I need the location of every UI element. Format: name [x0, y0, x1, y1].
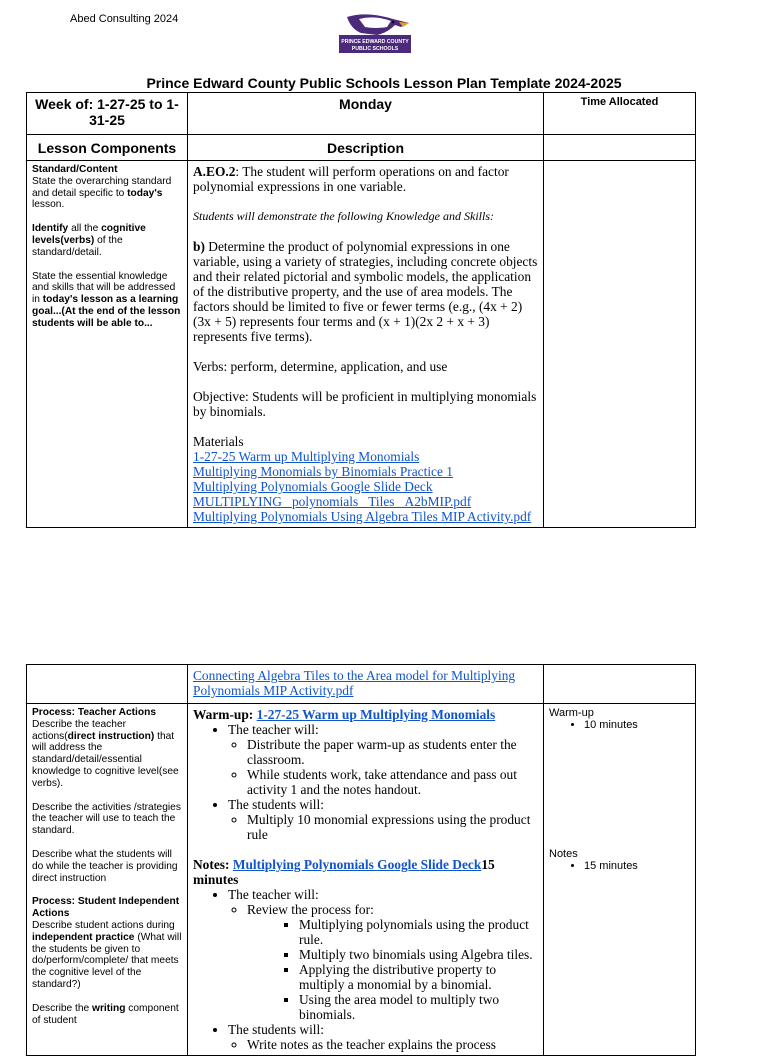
review-label: Review the process for: — [247, 902, 374, 917]
empty-cell — [27, 665, 188, 704]
notes-list — [193, 887, 538, 1052]
empty-cell — [544, 665, 696, 704]
writing-text — [32, 1003, 182, 1027]
standard-line: State the overarching standard and detail specific to — [32, 175, 172, 199]
list-item: ▪ Multiply two binomials using Algebra tiles. — [299, 947, 538, 962]
svg-text:PRINCE EDWARD COUNTY: PRINCE EDWARD COUNTY — [341, 39, 409, 45]
list-item: ◦ While students work, take attendance and pass out activity 1 and the notes handout. — [247, 767, 538, 797]
identify-mid: all the — [71, 223, 99, 235]
identify-label: Identify — [32, 223, 69, 235]
day-label: Monday — [339, 96, 392, 112]
material-link[interactable]: MULTIPLYING _polynomials _Tiles _A2bMIP.pdf — [193, 494, 472, 509]
skill-b-label: b) — [193, 239, 205, 254]
independent-end: (What will the students be given to do/perform/complete/ that meets the cognitive level of the standard?) — [32, 931, 182, 990]
warmup-label: Warm-up: — [193, 707, 254, 722]
teacher-actions-text — [32, 719, 182, 790]
school-logo — [337, 13, 413, 55]
list-item — [228, 887, 538, 1022]
time-allocation-cell — [544, 704, 696, 1056]
list-item: ◦ Multiply 10 monomial expressions using the product rule — [247, 812, 538, 842]
description-cell — [188, 161, 544, 528]
warmup-time-list — [549, 719, 690, 731]
list-item — [247, 902, 538, 1022]
identify-bold: cognitive levels(verbs) — [32, 223, 146, 246]
independent-title: Process: Student Independent Actions — [32, 896, 180, 920]
activities-text: Describe the activities /strategies the teacher will use to teach the standard. — [32, 801, 181, 837]
sub-list — [228, 1037, 538, 1052]
list-item — [228, 1022, 538, 1052]
material-link[interactable]: Multiplying Polynomials Google Slide Deck — [193, 479, 433, 494]
standard-code: A.EO.2 — [193, 164, 236, 179]
verbs-line: Verbs: perform, determine, application, and use — [193, 359, 448, 374]
warmup-list — [193, 722, 538, 842]
warmup-time-label: Warm-up — [549, 707, 594, 719]
skill-b-text: Determine the product of polynomial expressions in one variable, using a variety of strategies, including concrete objects and their related pictorial and symbolic models, the application of the distributive property, and the use of area models. The factors should be limited to five or fewer terms (e.g., (4x + 2)(3x + 5) represents four terms and (x + 1)(2x 2 + x + 3) represents five terms). — [193, 239, 538, 344]
list-item — [228, 722, 538, 797]
writing-end: component of student — [32, 1002, 179, 1026]
sub-list — [228, 737, 538, 797]
writing-bold: writing — [92, 1002, 126, 1014]
list-item: ◦ Distribute the paper warm-up as students enter the classroom. — [247, 737, 538, 767]
notes-time-list — [549, 860, 690, 872]
standard-line-end: lesson. — [32, 199, 65, 211]
warmup-heading — [193, 707, 538, 722]
list-item: ◦ Write notes as the teacher explains the process — [247, 1037, 538, 1052]
algebra-tiles-link[interactable]: Connecting Algebra Tiles to the Area model for Multiplying Polynomials MIP Activity.pdf — [193, 668, 516, 698]
standard-line-bold: today's — [127, 187, 163, 199]
materials-label: Materials — [193, 434, 244, 449]
identify-text — [32, 223, 182, 258]
empty-cell — [544, 135, 696, 161]
students-will-label: The students will: — [228, 1022, 324, 1037]
notes-time-label: Notes — [549, 848, 578, 860]
standard-title: Standard/Content — [32, 164, 118, 175]
identify-end: of the standard/detail. — [32, 234, 123, 258]
teacher-will-label: The teacher will: — [228, 722, 319, 737]
teacher-bold: direct instruction) — [67, 730, 155, 742]
skill-b — [193, 239, 538, 344]
list-item: ▪ Applying the distributive property to multiply a monomial by a binomial. — [299, 962, 538, 992]
top-link-cell — [188, 665, 544, 704]
list-item: ▪ Using the area model to multiply two binomials. — [299, 992, 538, 1022]
material-link[interactable]: Multiplying Monomials by Binomials Practice 1 — [193, 464, 453, 479]
standard-statement — [193, 164, 538, 194]
company-label: Abed Consulting 2024 — [70, 13, 179, 25]
warmup-link[interactable]: 1-27-25 Warm up Multiplying Monomials — [256, 707, 496, 722]
description-header: Description — [188, 135, 544, 161]
day-cell — [188, 93, 544, 135]
lesson-plan-table-1 — [26, 92, 696, 528]
notes-link[interactable]: Multiplying Polynomials Google Slide Deck — [232, 857, 482, 872]
material-link[interactable]: 1-27-25 Warm up Multiplying Monomials — [193, 449, 420, 464]
knowledge-skills-intro: Students will demonstrate the following Knowledge and Skills: — [193, 209, 494, 223]
independent-text — [32, 920, 182, 991]
standard-statement-text: : The student will perform operations on and factor polynomial expressions in one variable. — [193, 164, 509, 194]
week-of-cell: Week of: 1-27-25 to 1-31-25 — [27, 93, 188, 135]
document-title: Prince Edward County Public Schools Lesson Plan Template 2024-2025 — [146, 75, 622, 91]
material-link[interactable]: Multiplying Polynomials Using Algebra Tiles MIP Activity.pdf — [193, 509, 532, 524]
teacher-actions-title: Process: Teacher Actions — [32, 707, 156, 718]
svg-text:PUBLIC SCHOOLS: PUBLIC SCHOOLS — [351, 46, 399, 52]
time-cell — [544, 161, 696, 528]
review-list — [247, 917, 538, 1022]
notes-heading — [193, 857, 538, 887]
writing-start: Describe the — [32, 1002, 90, 1014]
students-do-text: Describe what the students will do while the teacher is providing direct instruction — [32, 848, 178, 884]
teacher-end: that will address the standard/detail/essential knowledge to cognitive level(see verbs). — [32, 730, 179, 789]
process-cell — [27, 704, 188, 1056]
independent-line: Describe student actions during — [32, 919, 175, 931]
sub-list — [228, 812, 538, 842]
standard-content-cell — [27, 161, 188, 528]
list-item: • 10 minutes — [584, 719, 690, 731]
list-item — [228, 797, 538, 842]
sub-list — [228, 902, 538, 1022]
teacher-text: Describe the teacher actions( — [32, 718, 127, 742]
objective-line: Objective: Students will be proficient in multiplying monomials by binomials. — [193, 389, 537, 419]
lesson-plan-table-2 — [26, 664, 696, 1056]
essential-line: State the essential knowledge and skills that will be addressed in — [32, 270, 176, 306]
time-allocated-header: Time Allocated — [544, 93, 696, 135]
independent-bold: independent practice — [32, 931, 135, 943]
essential-text — [32, 271, 182, 330]
notes-minutes: 15 minutes — [193, 857, 495, 887]
list-item: ▪ Multiplying polynomials using the product rule. — [299, 917, 538, 947]
list-item: • 15 minutes — [584, 860, 690, 872]
students-will-label: The students will: — [228, 797, 324, 812]
notes-label: Notes: — [193, 857, 230, 872]
essential-bold: today's lesson as a learning goal...(At the end of the lesson students will be able to... — [32, 294, 181, 329]
teacher-will-label: The teacher will: — [228, 887, 319, 902]
standard-text — [32, 176, 182, 211]
activity-description-cell — [188, 704, 544, 1056]
components-header: Lesson Components — [27, 135, 188, 161]
